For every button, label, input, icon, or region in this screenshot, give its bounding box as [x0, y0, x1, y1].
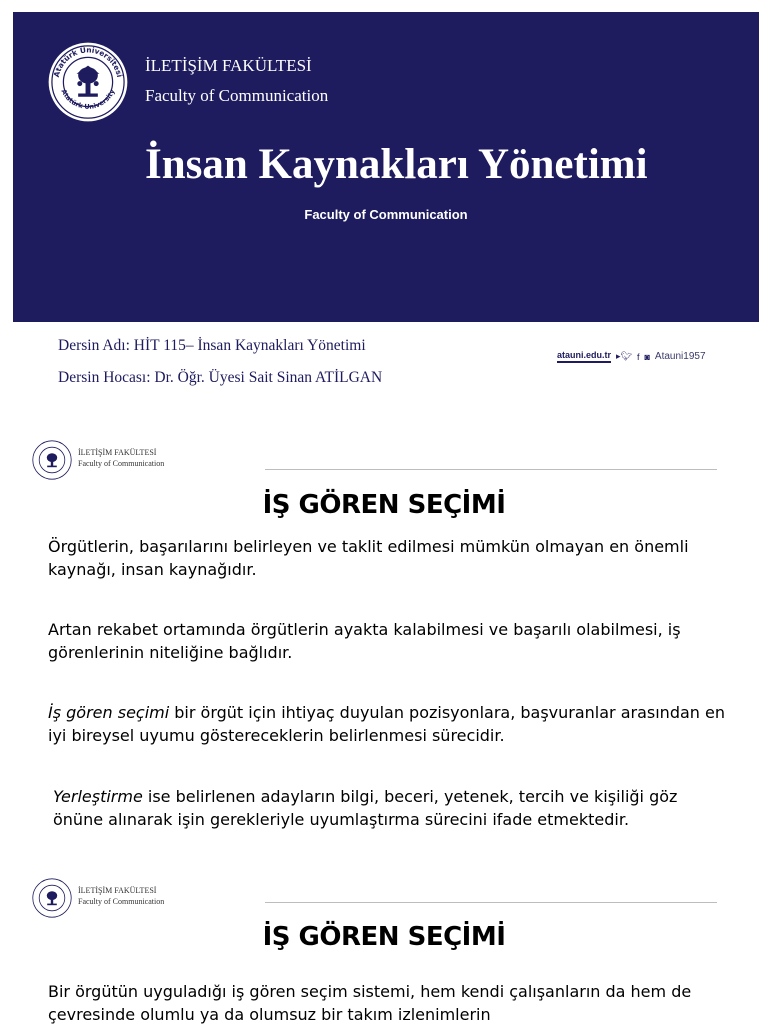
- paragraph-3-text: bir örgüt için ihtiyaç duyulan pozisyonlara, başvuranlar arasından en iyi bireysel uyumu göstereceklerin belirlenmesi sürecidir.: [48, 703, 725, 745]
- content-slide-2: [0, 866, 768, 1024]
- slide-title: İŞ GÖREN SEÇİMİ: [262, 922, 506, 952]
- faculty-name-tr: İLETİŞİM FAKÜLTESİ: [78, 886, 157, 895]
- paragraph-4-text: ise belirlenen adayların bilgi, beceri, yetenek, tercih ve kişiliği göz önüne alınarak işin gerekleriyle uyumlaştırma sürecini ifade etmektedir.: [53, 787, 678, 829]
- faculty-name-en: Faculty of Communication: [78, 459, 165, 468]
- paragraph-1: Bir örgütün uyguladığı iş gören seçim sistemi, hem kendi çalışanların da hem de çevresinde olumlu ya da olumsuz bir takım izlenimlerin: [48, 982, 692, 1024]
- social-links: [557, 350, 706, 363]
- facebook-icon: f: [636, 351, 640, 362]
- paragraph-3: [48, 701, 728, 747]
- website-link[interactable]: atauni.edu.tr: [557, 350, 611, 363]
- title-slide: [0, 0, 768, 416]
- header-divider: [265, 469, 717, 470]
- university-seal-icon: [47, 41, 129, 123]
- seal-text-top: Atatürk Üniversitesi: [51, 45, 125, 79]
- paragraph-4: [48, 785, 728, 831]
- content-slide-1: [0, 428, 768, 858]
- presentation-subtitle: Faculty of Communication: [304, 207, 468, 222]
- paragraph-2: Artan rekabet ortamında örgütlerin ayakta kalabilmesi ve başarılı olabilmesi, iş görenlerinin niteliğine bağlıdır.: [48, 620, 681, 662]
- twitter-icon: ▸🐦︎: [616, 351, 632, 361]
- faculty-name-tr: İLETİŞİM FAKÜLTESİ: [78, 448, 157, 457]
- header-divider: [265, 902, 717, 903]
- university-seal-icon: [32, 878, 72, 918]
- term-yerlestirme: Yerleştirme: [53, 787, 143, 806]
- term-is-goren-secimi: İş gören seçimi: [48, 703, 170, 722]
- faculty-name-en: Faculty of Communication: [78, 897, 165, 906]
- paragraph-1: Örgütlerin, başarılarını belirleyen ve taklit edilmesi mümkün olmayan en önemli kaynağı, insan kaynağıdır.: [48, 537, 689, 579]
- university-seal-icon: [32, 440, 72, 480]
- faculty-name-tr: İLETİŞİM FAKÜLTESİ: [145, 56, 312, 75]
- instagram-icon: ◙: [644, 351, 650, 362]
- course-name: Dersin Adı: HİT 115– İnsan Kaynakları Yönetimi: [58, 337, 366, 354]
- title-banner: [13, 12, 759, 322]
- presentation-title: İnsan Kaynakları Yönetimi: [145, 141, 648, 188]
- faculty-name-en: Faculty of Communication: [145, 86, 329, 105]
- slide-title: İŞ GÖREN SEÇİMİ: [262, 490, 506, 520]
- social-handle: Atauni1957: [654, 351, 706, 362]
- course-teacher: Dersin Hocası: Dr. Öğr. Üyesi Sait Sinan ATİLGAN: [58, 369, 383, 386]
- seal-text-bottom: Atatürk University: [59, 88, 117, 111]
